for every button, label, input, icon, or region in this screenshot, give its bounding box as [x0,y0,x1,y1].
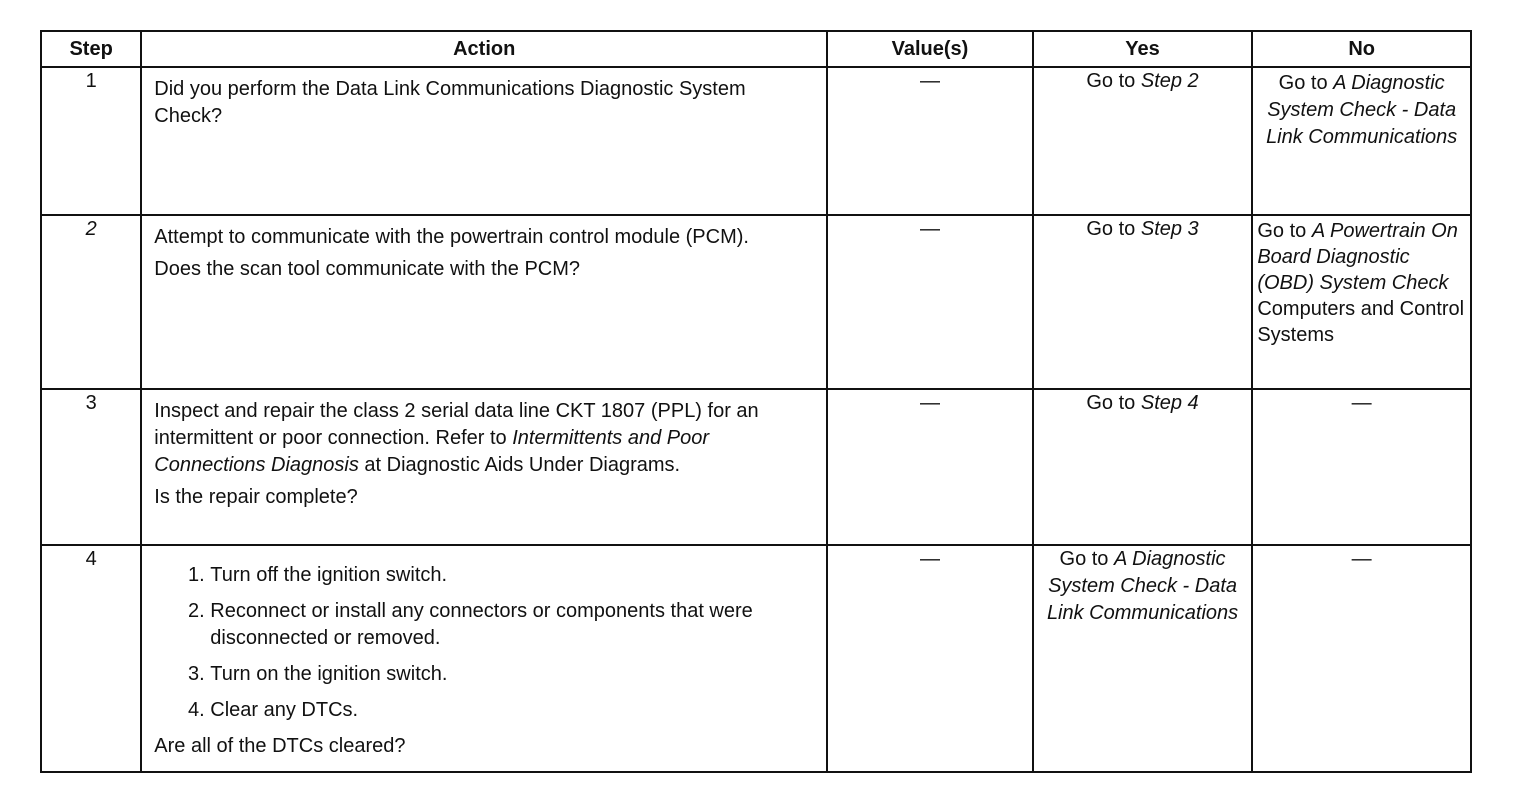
yes-cell [1033,67,1253,215]
diagnostic-table [40,30,1472,773]
yes-prefix: Go to [1086,392,1141,414]
action-text: Did you perform the Data Link Communications Diagnostic System Check? [154,78,746,127]
action-reference-link[interactable]: Intermittents and Poor Connections Diagnosis [154,427,710,476]
no-dash: — [1351,392,1372,414]
no-cell [1252,67,1471,215]
action-question: Are all of the DTCs cleared? [154,735,406,757]
header-yes: Yes [1033,31,1253,67]
value-dash: — [919,392,940,414]
list-item: 1. Turn off the ignition switch. [210,562,814,589]
step-number-text: 2 [85,218,97,240]
action-cell [141,389,827,545]
no-suffix: Computers and Control Systems [1257,298,1465,346]
value-dash: — [919,218,940,240]
yes-prefix: Go to [1086,70,1141,92]
action-cell [141,215,827,389]
step-number: 3 [41,389,141,545]
yes-cell [1033,545,1253,772]
list-item: 2. Reconnect or install any connectors or components that were disconnected or removed. [210,598,814,652]
step-number: 4 [41,545,141,772]
action-text: Attempt to communicate with the powertrain control module (PCM). [154,226,749,248]
action-text-post: at Diagnostic Aids Under Diagrams. [358,454,681,476]
value-dash: — [919,548,940,570]
table-row [41,67,1471,215]
table-row [41,215,1471,389]
action-text [154,398,814,479]
step-number [41,215,141,389]
header-values: Value(s) [827,31,1033,67]
action-question: Is the repair complete? [154,486,358,508]
step-number: 1 [41,67,141,215]
header-step: Step [41,31,141,67]
no-cell [1252,389,1471,545]
diagnostic-table-container [40,30,1472,773]
table-row [41,389,1471,545]
yes-prefix: Go to [1086,218,1141,240]
no-prefix: Go to [1257,220,1312,242]
yes-link[interactable]: Step 2 [1140,70,1199,92]
table-header-row [41,31,1471,67]
value-cell [827,389,1033,545]
action-text-pre: Inspect and repair the class 2 serial data line CKT 1807 (PPL) for an intermittent or poor connection. Refer to [154,400,759,449]
table-row [41,545,1471,772]
yes-link[interactable]: Step 3 [1140,218,1199,240]
no-dash: — [1351,548,1372,570]
value-cell [827,67,1033,215]
yes-cell [1033,389,1253,545]
no-link[interactable]: A Diagnostic System Check - Data Link Communications [1266,72,1458,148]
action-question: Does the scan tool communicate with the PCM? [154,258,581,280]
list-item: 4. Clear any DTCs. [210,697,814,724]
action-cell [141,67,827,215]
no-cell [1252,215,1471,389]
value-cell [827,545,1033,772]
value-dash: — [919,70,940,92]
yes-cell [1033,215,1253,389]
no-link[interactable]: A Powertrain On Board Diagnostic (OBD) System Check [1257,220,1458,294]
list-item: 3. Turn on the ignition switch. [210,661,814,688]
no-cell [1252,545,1471,772]
header-action: Action [141,31,827,67]
yes-prefix: Go to [1059,548,1114,570]
action-steps-list [154,562,814,724]
action-cell [141,545,827,772]
yes-link[interactable]: Step 4 [1140,392,1199,414]
value-cell [827,215,1033,389]
header-no: No [1252,31,1471,67]
yes-link[interactable]: A Diagnostic System Check - Data Link Communications [1046,548,1239,624]
no-prefix: Go to [1278,72,1334,94]
